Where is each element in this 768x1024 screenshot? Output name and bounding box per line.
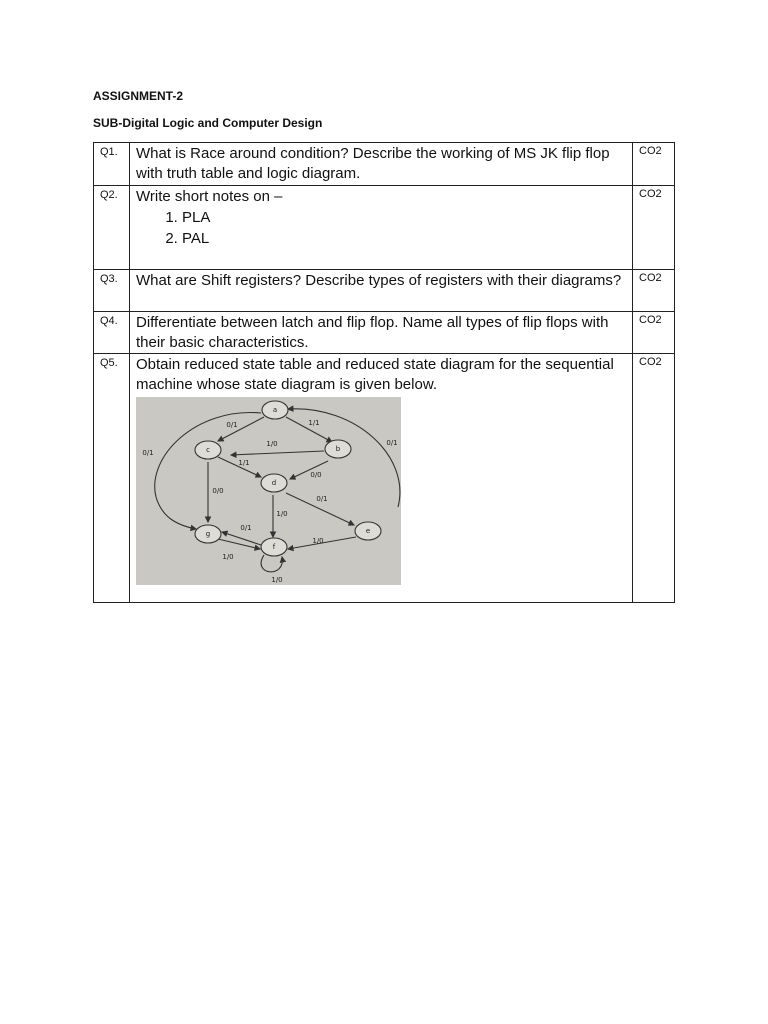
question-row xyxy=(94,354,675,603)
course-outcome: CO2 xyxy=(633,186,675,270)
question-cell xyxy=(130,186,633,270)
course-outcome: CO2 xyxy=(633,143,675,186)
transition-label: 1/0 xyxy=(222,553,234,561)
transition-label: 0/1 xyxy=(240,524,252,532)
question-text: Differentiate between latch and flip flop. Name all types of flip flops with their basic characteristics. xyxy=(130,312,633,354)
state-label: d xyxy=(271,479,277,487)
question-number: Q1. xyxy=(94,143,130,186)
question-cell xyxy=(130,354,633,603)
transition-label: 0/1 xyxy=(386,439,398,447)
course-outcome: CO2 xyxy=(633,354,675,603)
transition-label: 1/0 xyxy=(266,440,278,448)
question-text: What is Race around condition? Describe the working of MS JK flip flop with truth table and logic diagram. xyxy=(130,143,633,186)
list-item: 2. PAL xyxy=(182,228,626,249)
subject-line: SUB-Digital Logic and Computer Design xyxy=(93,116,323,130)
assignment-title: ASSIGNMENT-2 xyxy=(93,89,184,103)
transition-label: 1/0 xyxy=(312,537,324,545)
question-text: What are Shift registers? Describe types of registers with their diagrams? xyxy=(130,270,633,312)
list-item: 1. PLA xyxy=(182,207,626,228)
notes-list xyxy=(136,207,626,249)
state-label: e xyxy=(365,527,371,535)
transition-label: 0/1 xyxy=(226,421,238,429)
transition-label: 0/1 xyxy=(142,449,154,457)
state-label: a xyxy=(272,406,278,414)
course-outcome: CO2 xyxy=(633,270,675,312)
question-number: Q4. xyxy=(94,312,130,354)
questions-table xyxy=(93,142,675,603)
question-number: Q5. xyxy=(94,354,130,603)
course-outcome: CO2 xyxy=(633,312,675,354)
question-text: Write short notes on – xyxy=(136,188,283,205)
question-row xyxy=(94,186,675,270)
question-text: Obtain reduced state table and reduced state diagram for the sequential machine whose state diagram is given below. xyxy=(136,356,614,393)
question-row xyxy=(94,270,675,312)
question-number: Q3. xyxy=(94,270,130,312)
transition-label: 1/0 xyxy=(276,510,288,518)
question-row xyxy=(94,143,675,186)
question-number: Q2. xyxy=(94,186,130,270)
transition-label: 0/0 xyxy=(212,487,224,495)
state-label: f xyxy=(272,543,276,551)
transition-label: 0/0 xyxy=(310,471,322,479)
transition-label: 0/1 xyxy=(316,495,328,503)
state-label: b xyxy=(335,445,341,453)
question-row xyxy=(94,312,675,354)
state-label: g xyxy=(205,530,211,538)
transition-label: 1/1 xyxy=(308,419,320,427)
transition-label: 1/0 xyxy=(271,576,283,584)
transition-label: 1/1 xyxy=(238,459,250,467)
state-diagram-photo xyxy=(136,397,401,585)
state-label: c xyxy=(206,446,210,454)
